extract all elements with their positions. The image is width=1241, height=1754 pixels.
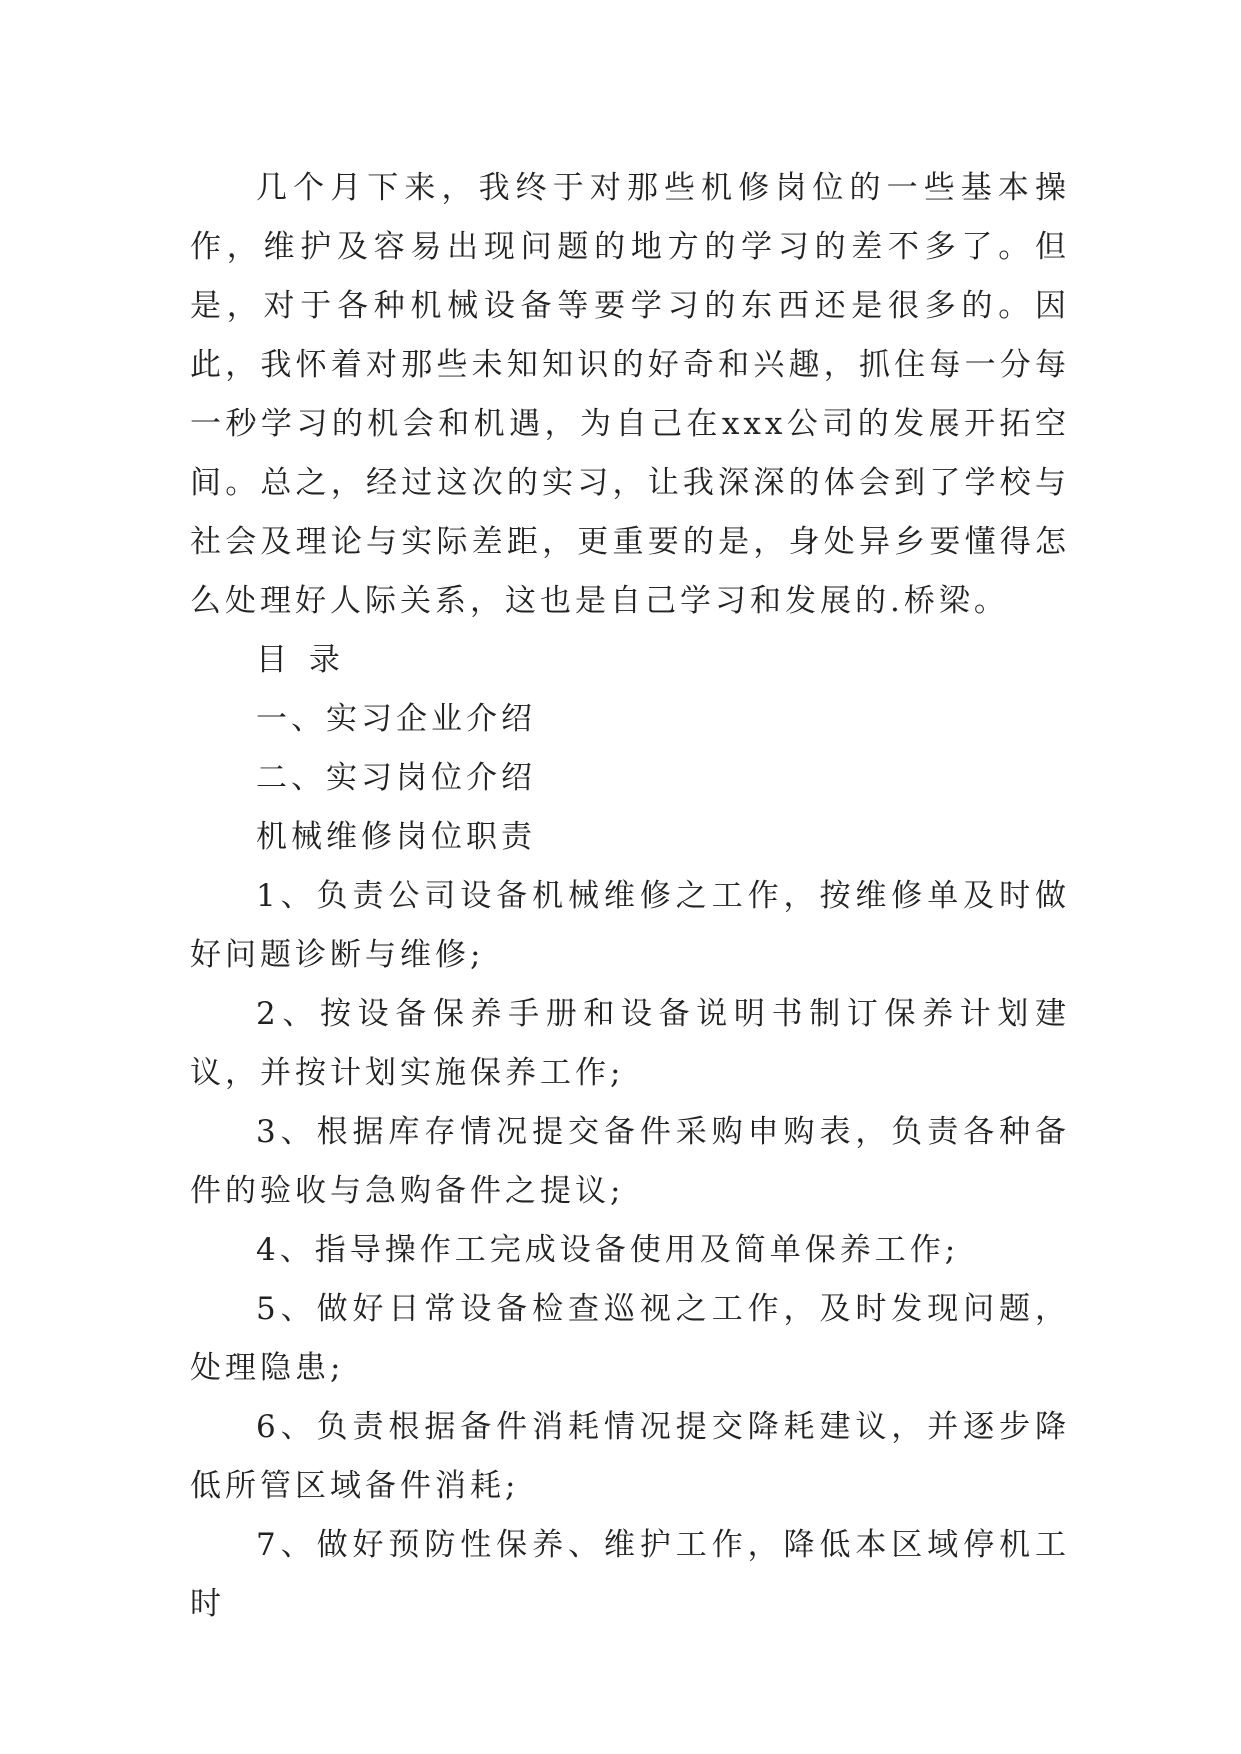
section-title: 机械维修岗位职责 — [256, 819, 536, 855]
duty-item-6: 6、负责根据备件消耗情况提交降耗建议，并逐步降低所管区域备件消耗; — [190, 1409, 1070, 1504]
duty-item-2: 2、按设备保养手册和设备说明书制订保养计划建议，并按计划实施保养工作; — [190, 996, 1070, 1091]
toc-item-2: 二、实习岗位介绍 — [256, 760, 536, 796]
duty-item-7: 7、做好预防性保养、维护工作，降低本区域停机工时 — [190, 1527, 1070, 1622]
duty-item-4: 4、指导操作工完成设备使用及简单保养工作; — [256, 1232, 960, 1268]
document-body — [190, 159, 1070, 1634]
duty-item-1: 1、负责公司设备机械维修之工作，按维修单及时做好问题诊断与维修; — [190, 878, 1070, 973]
toc-title: 目 录 — [256, 642, 346, 678]
toc-item-1: 一、实习企业介绍 — [256, 701, 536, 737]
intro-paragraph: 几个月下来，我终于对那些机修岗位的一些基本操作，维护及容易出现问题的地方的学习的差不多了。但是，对于各种机械设备等要学习的东西还是很多的。因此，我怀着对那些未知知识的好奇和兴趣，抓住每一分每一秒学习的机会和机遇，为自己在xxx公司的发展开拓空间。总之，经过这次的实习，让我深深的体会到了学校与社会及理论与实际差距，更重要的是，身处异乡要懂得怎么处理好人际关系，这也是自己学习和发展的.桥梁。 — [190, 170, 1070, 619]
duty-item-5: 5、做好日常设备检查巡视之工作，及时发现问题，处理隐患; — [190, 1291, 1070, 1386]
duty-item-3: 3、根据库存情况提交备件采购申购表，负责各种备件的验收与急购备件之提议; — [190, 1114, 1070, 1209]
